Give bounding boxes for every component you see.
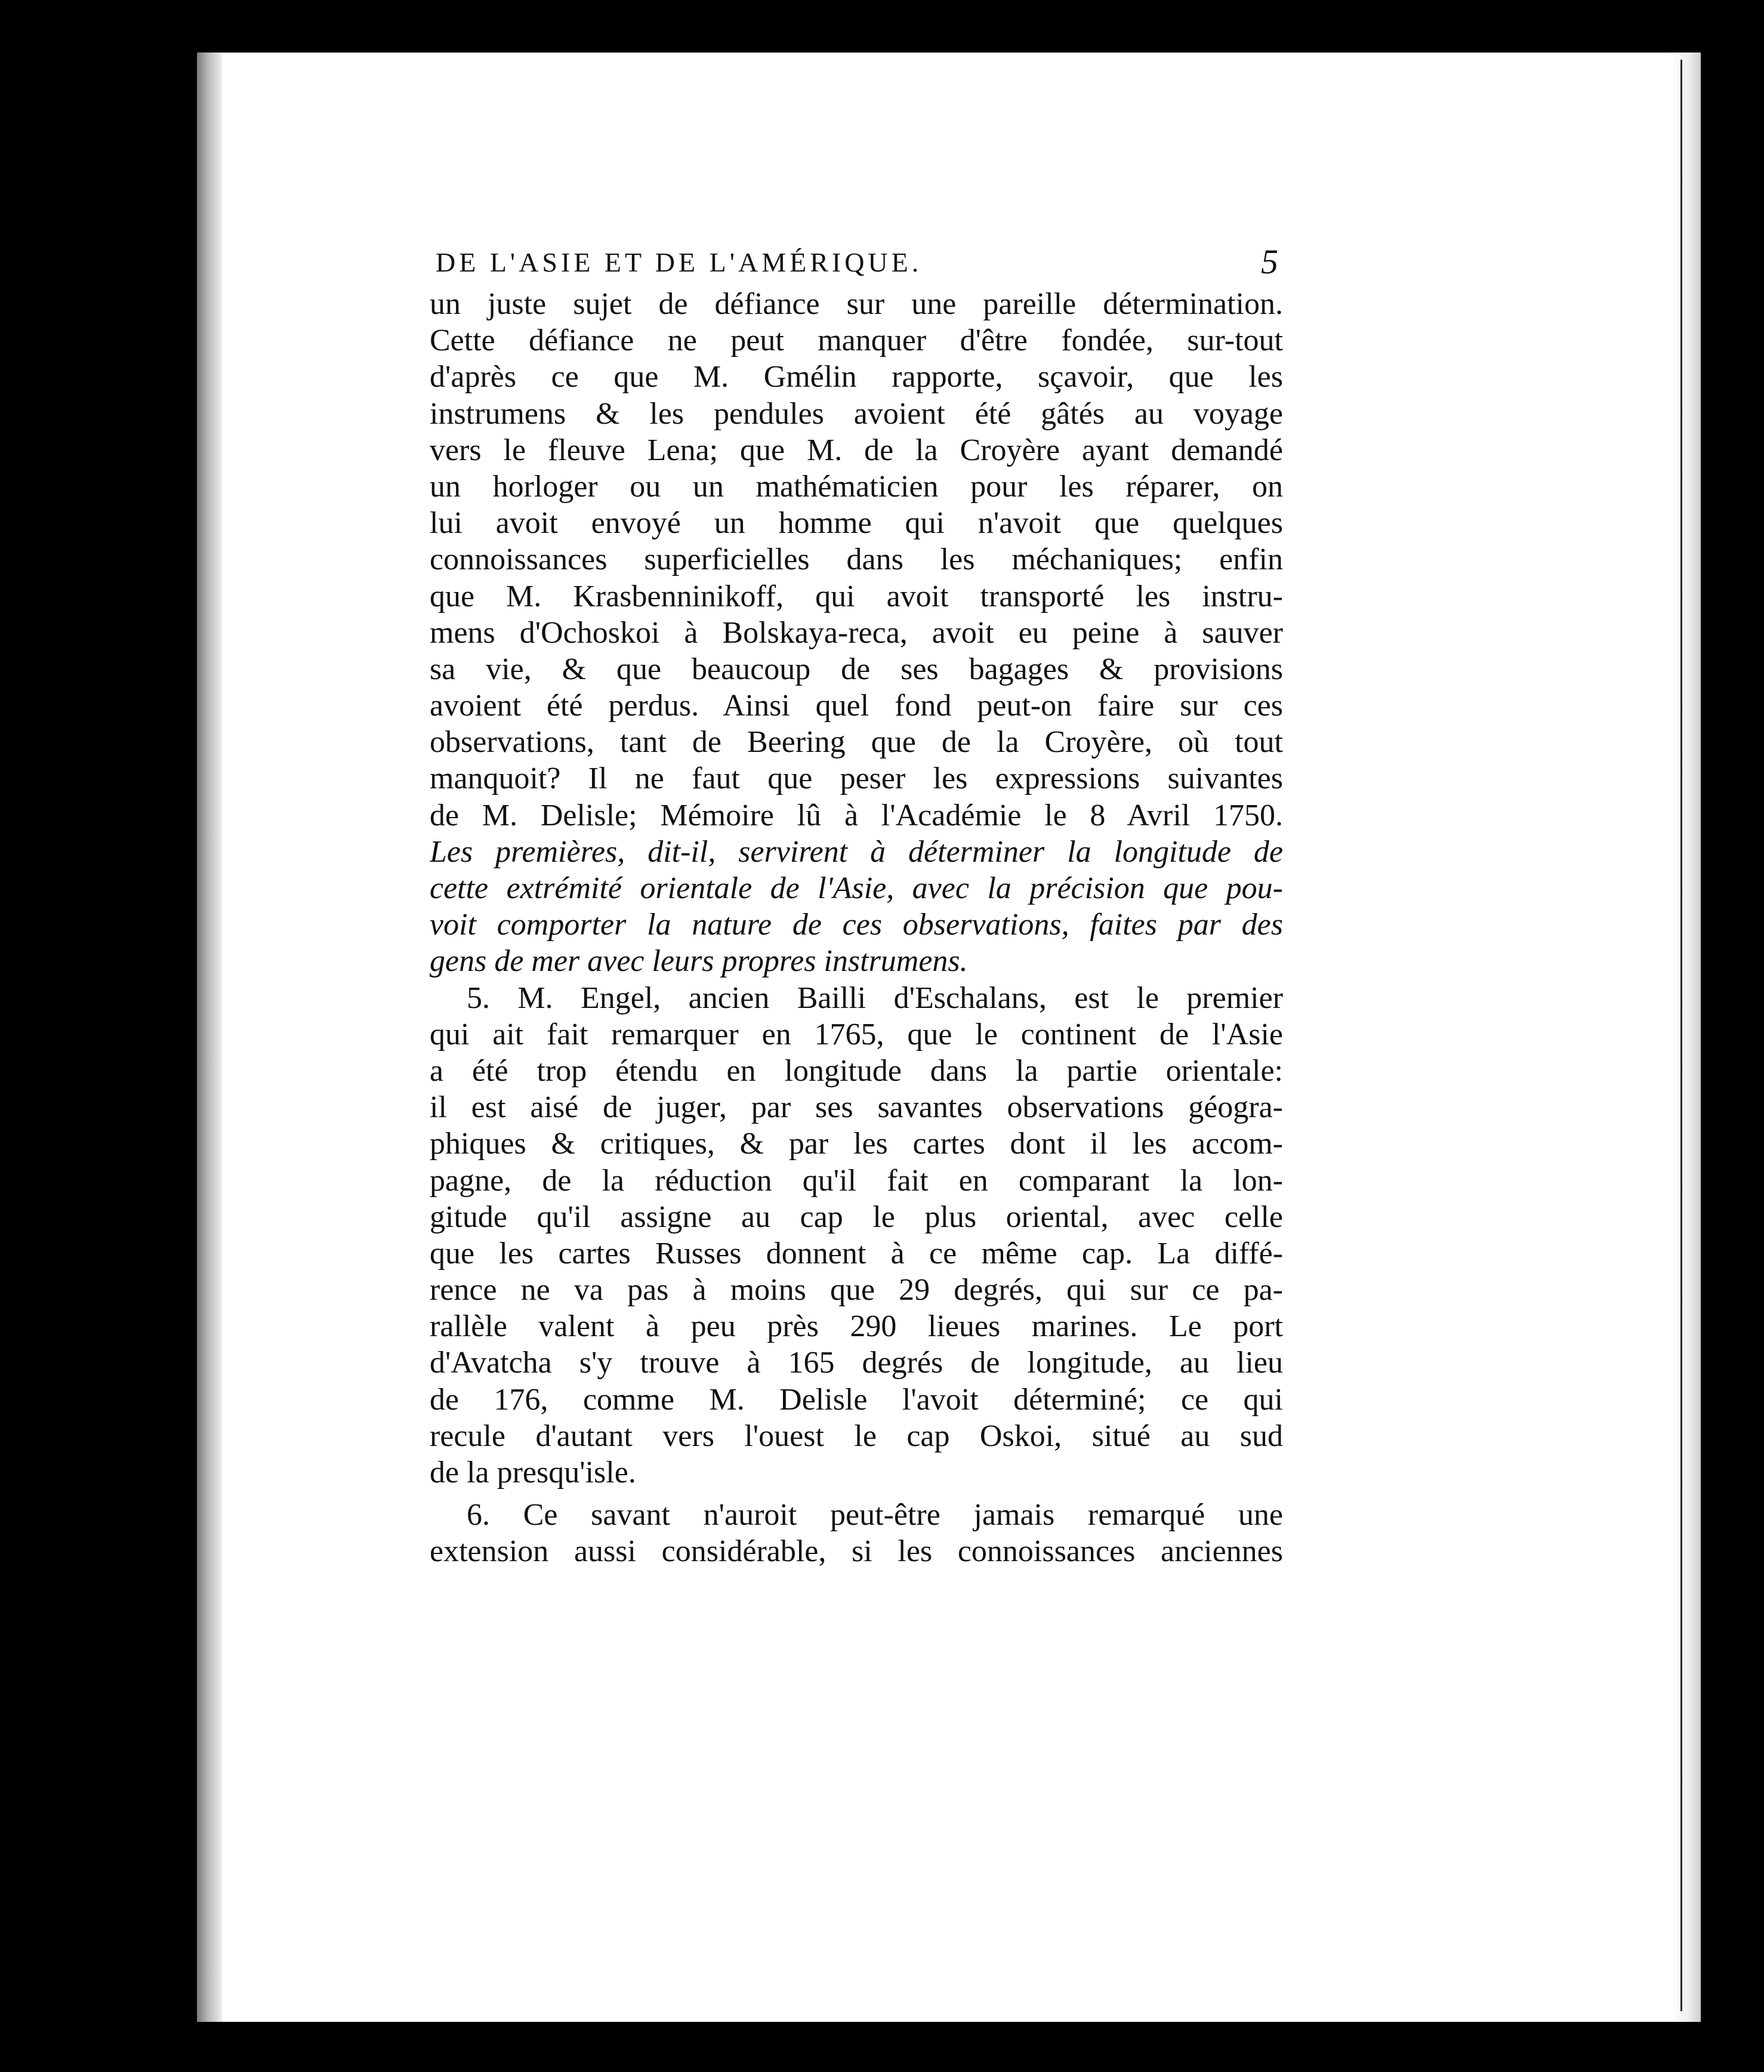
text-line: mens d'Ochoskoi à Bolskaya-reca, avoit eu peine à sauver [430, 615, 1283, 650]
quotation-line: voit comporter la nature de ces observations, faites par des [430, 908, 1283, 942]
text-line: recule d'autant vers l'ouest le cap Oskoi, situé au sud [430, 1419, 1283, 1453]
text-line: qui ait fait remarquer en 1765, que le continent de l'Asie [430, 1017, 1283, 1052]
text-line: il est aisé de juger, par ses savantes observations géogra- [430, 1090, 1283, 1125]
text-line: avoient été perdus. Ainsi quel fond peut-on faire sur ces [430, 689, 1283, 723]
paragraph-5 [430, 980, 1283, 1491]
page-edge-line [1680, 60, 1682, 2011]
text-line: un juste sujet de défiance sur une pareille détermination. [430, 287, 1283, 321]
text-line: extension aussi considérable, si les connoissances anciennes [430, 1534, 1283, 1569]
text-line: connoissances superficielles dans les méchaniques; enfin [430, 542, 1283, 577]
text-line: pagne, de la réduction qu'il fait en comparant la lon- [430, 1163, 1283, 1198]
paragraph-continuation [430, 286, 1283, 980]
quotation-line: gens de mer avec leurs propres instrumens. [430, 944, 968, 979]
text-line: un horloger ou un mathématicien pour les réparer, on [430, 469, 1283, 504]
text-block [430, 242, 1283, 1570]
paragraph-6 [430, 1497, 1283, 1570]
text-line: rence ne va pas à moins que 29 degrés, qui sur ce pa- [430, 1273, 1283, 1308]
text-line: de 176, comme M. Delisle l'avoit déterminé; ce qui [430, 1382, 1283, 1417]
text-line: rallèle valent à peu près 290 lieues marines. Le port [430, 1309, 1283, 1344]
text-line: observations, tant de Beering que de la Croyère, où tout [430, 725, 1283, 760]
text-line: gitude qu'il assigne au cap le plus oriental, avec celle [430, 1200, 1283, 1234]
text-line: vers le fleuve Lena; que M. de la Croyère ayant demandé [430, 433, 1283, 467]
text-line: 6. Ce savant n'auroit peut-être jamais remarqué une [467, 1498, 1283, 1533]
text-line: a été trop étendu en longitude dans la partie orientale: [430, 1053, 1283, 1088]
text-line: 5. M. Engel, ancien Bailli d'Eschalans, est le premier [467, 980, 1283, 1015]
text-line: que M. Krasbenninikoff, qui avoit transporté les instru- [430, 579, 1283, 613]
page-number: 5 [1261, 242, 1278, 281]
quotation-line: cette extrémité orientale de l'Asie, avec la précision que pou- [430, 871, 1283, 905]
text-line: phiques & critiques, & par les cartes dont il les accom- [430, 1127, 1283, 1161]
text-line: d'après ce que M. Gmélin rapporte, sçavoir, que les [430, 360, 1283, 394]
text-line: sa vie, & que beaucoup de ses bagages & provisions [430, 652, 1283, 686]
page-fore-edge [1671, 53, 1701, 2022]
text-line: Cette défiance ne peut manquer d'être fondée, sur-tout [430, 323, 1283, 358]
running-header [430, 242, 1283, 286]
quotation-line: Les premières, dit-il, servirent à déterminer la longitude de [430, 834, 1283, 869]
page-gutter-shadow [197, 53, 222, 2022]
text-line: lui avoit envoyé un homme qui n'avoit que quelques [430, 506, 1283, 541]
text-line: d'Avatcha s'y trouve à 165 degrés de longitude, au lieu [430, 1346, 1283, 1380]
text-line: de la presqu'isle. [430, 1456, 636, 1490]
text-line: de M. Delisle; Mémoire lû à l'Académie le 8 Avril 1750. [430, 798, 1283, 832]
text-line: instrumens & les pendules avoient été gâtés au voyage [430, 396, 1283, 431]
running-title: DE L'ASIE ET DE L'AMÉRIQUE. [436, 247, 923, 278]
text-line: manquoit? Il ne faut que peser les expressions suivantes [430, 761, 1283, 796]
text-line: que les cartes Russes donnent à ce même cap. La diffé- [430, 1236, 1283, 1271]
